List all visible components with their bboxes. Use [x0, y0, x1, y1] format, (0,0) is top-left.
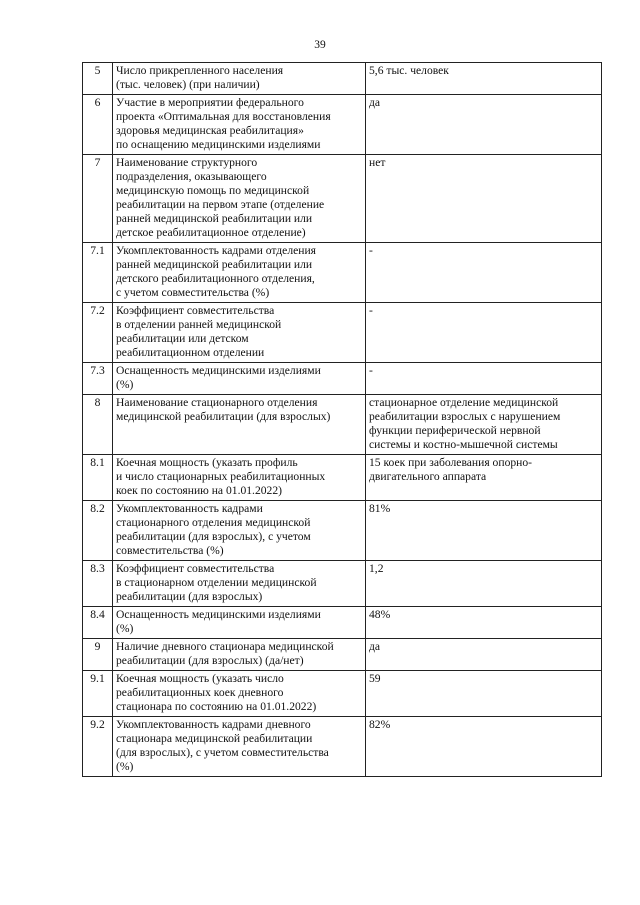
row-label: Укомплектованность кадрами стационарного отделения медицинской реабилитации (для взрослых), с учетом совместительства (%) — [113, 501, 366, 561]
row-number: 6 — [83, 95, 113, 155]
row-label: Наименование стационарного отделения медицинской реабилитации (для взрослых) — [113, 395, 366, 455]
table-row — [83, 717, 602, 777]
table-row — [83, 363, 602, 395]
row-label: Наименование структурного подразделения, оказывающего медицинскую помощь по медицинской реабилитации на первом этапе (отделение ранней медицинской реабилитации или детское реабилитационное отделение) — [113, 155, 366, 243]
row-label: Коечная мощность (указать число реабилитационных коек дневного стационара по состоянию на 01.01.2022) — [113, 671, 366, 717]
row-value: нет — [366, 155, 602, 243]
table-row — [83, 243, 602, 303]
table-row — [83, 155, 602, 243]
row-number: 9.1 — [83, 671, 113, 717]
row-label: Оснащенность медицинскими изделиями (%) — [113, 363, 366, 395]
row-number: 8.1 — [83, 455, 113, 501]
table-row — [83, 501, 602, 561]
row-label: Наличие дневного стационара медицинской реабилитации (для взрослых) (да/нет) — [113, 639, 366, 671]
row-number: 9.2 — [83, 717, 113, 777]
table-row — [83, 671, 602, 717]
table-body — [83, 63, 602, 777]
row-number: 9 — [83, 639, 113, 671]
row-label: Число прикрепленного населения (тыс. человек) (при наличии) — [113, 63, 366, 95]
row-value: 48% — [366, 607, 602, 639]
row-label: Укомплектованность кадрами отделения ранней медицинской реабилитации или детского реабилитационного отделения, с учетом совместительства (%) — [113, 243, 366, 303]
row-number: 8 — [83, 395, 113, 455]
row-label: Коэффициент совместительства в отделении ранней медицинской реабилитации или детском реабилитационном отделении — [113, 303, 366, 363]
table-row — [83, 607, 602, 639]
row-label: Укомплектованность кадрами дневного стационара медицинской реабилитации (для взрослых), с учетом совместительства (%) — [113, 717, 366, 777]
row-value: 81% — [366, 501, 602, 561]
row-number: 7.1 — [83, 243, 113, 303]
row-value: да — [366, 639, 602, 671]
row-value: 5,6 тыс. человек — [366, 63, 602, 95]
row-value: 82% — [366, 717, 602, 777]
rehabilitation-info-table — [82, 62, 602, 777]
table-row — [83, 639, 602, 671]
table-row — [83, 395, 602, 455]
row-number: 7.2 — [83, 303, 113, 363]
row-label: Коэффициент совместительства в стационарном отделении медицинской реабилитации (для взрослых) — [113, 561, 366, 607]
row-label: Коечная мощность (указать профиль и число стационарных реабилитационных коек по состоянию на 01.01.2022) — [113, 455, 366, 501]
row-number: 8.2 — [83, 501, 113, 561]
table-row — [83, 95, 602, 155]
row-number: 5 — [83, 63, 113, 95]
row-value: 59 — [366, 671, 602, 717]
row-number: 7.3 — [83, 363, 113, 395]
row-value: стационарное отделение медицинской реабилитации взрослых с нарушением функции периферической нервной системы и костно-мышечной системы — [366, 395, 602, 455]
row-label: Участие в мероприятии федерального проекта «Оптимальная для восстановления здоровья медицинская реабилитация» по оснащению медицинскими изделиями — [113, 95, 366, 155]
row-value: 1,2 — [366, 561, 602, 607]
row-number: 7 — [83, 155, 113, 243]
table-row — [83, 561, 602, 607]
table-row — [83, 63, 602, 95]
row-value: - — [366, 303, 602, 363]
row-number: 8.4 — [83, 607, 113, 639]
row-label: Оснащенность медицинскими изделиями (%) — [113, 607, 366, 639]
table-row — [83, 303, 602, 363]
page-number: 39 — [314, 39, 326, 51]
table-row — [83, 455, 602, 501]
row-value: 15 коек при заболевания опорно- двигательного аппарата — [366, 455, 602, 501]
row-number: 8.3 — [83, 561, 113, 607]
row-value: - — [366, 363, 602, 395]
row-value: - — [366, 243, 602, 303]
row-value: да — [366, 95, 602, 155]
